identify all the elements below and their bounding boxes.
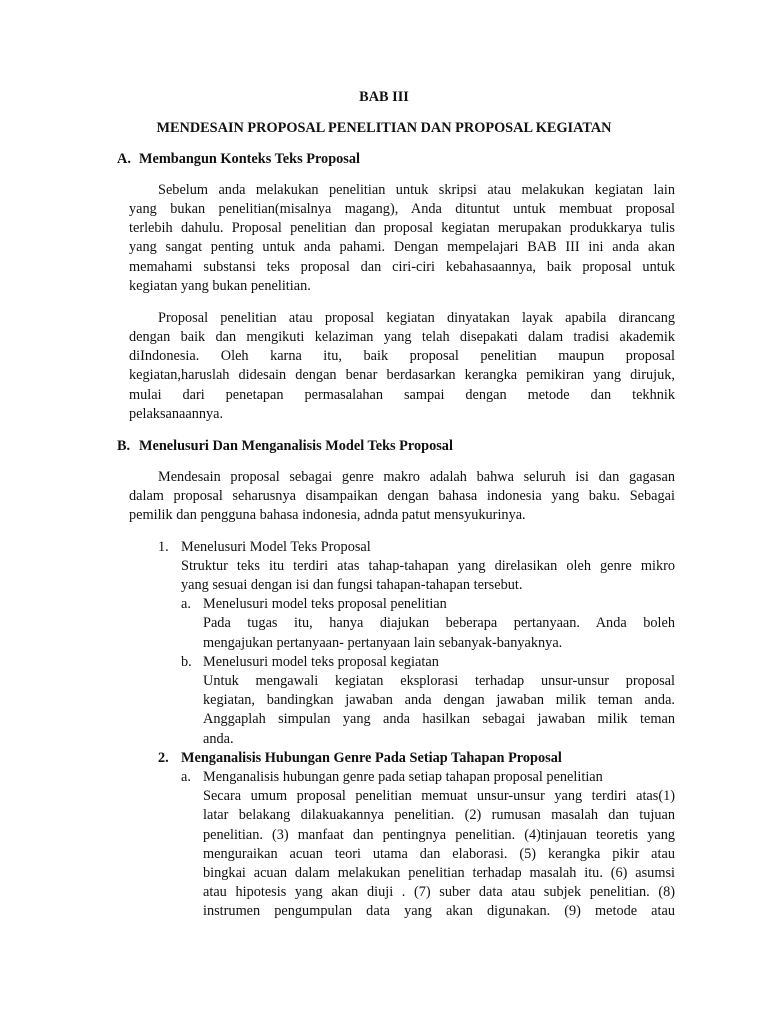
section-b-p1-line: pemilik dan pengguna bahasa indonesia, adnda patut mensyukurinya. bbox=[129, 507, 526, 523]
item-1-body-line: Struktur teks itu terdiri atas tahap-tahapan yang direlasikan oleh genre mikro bbox=[181, 558, 675, 574]
item-2a-title: Menganalisis hubungan genre pada setiap tahapan proposal penelitian bbox=[203, 769, 603, 785]
item-2-title: Menganalisis Hubungan Genre Pada Setiap Tahapan Proposal bbox=[181, 750, 562, 766]
item-1b-title: Menelusuri model teks proposal kegiatan bbox=[203, 654, 439, 670]
item-2a-body-line: latar belakang dilakuakannya penelitian. (2) rumusan masalah dan tujuan bbox=[203, 807, 675, 823]
item-1b-body-line: anda. bbox=[203, 731, 234, 747]
item-2a-body-line: instrumen pengumpulan data yang akan digunakan. (9) metode atau bbox=[203, 903, 675, 919]
chapter-label: BAB III bbox=[359, 89, 409, 105]
section-a-p1-line: Sebelum anda melakukan penelitian untuk skripsi atau melakukan kegiatan lain bbox=[158, 182, 675, 198]
section-a-p1-line: memahami substansi teks proposal dan ciri-ciri kebahasaannya, baik proposal untuk bbox=[129, 259, 675, 275]
item-2a-body-line: atau hipotesis yang akan diuji . (7) suber data atau subjek penelitian. (8) bbox=[203, 884, 675, 900]
section-b-p1-line: Mendesain proposal sebagai genre makro adalah bahwa seluruh isi dan gagasan bbox=[158, 469, 675, 485]
section-a-p1-line: terlebih dahulu. Proposal penelitian dan proposal kegiatan merupakan produkkarya tulis bbox=[129, 220, 675, 236]
section-a-p2-line: kegiatan,haruslah didesain dengan benar berdasarkan kerangka pemikiran yang dirujuk, bbox=[129, 367, 675, 383]
item-1-title: Menelusuri Model Teks Proposal bbox=[181, 539, 371, 555]
item-2a-body-line: menguraikan acuan teori utama dan elaborasi. (5) kerangka pikir atau bbox=[203, 846, 675, 862]
section-b-heading: Menelusuri Dan Menganalisis Model Teks Proposal bbox=[139, 438, 453, 454]
section-a-marker: A. bbox=[117, 151, 131, 167]
item-1a-body-line: mengajukan pertanyaan- pertanyaan lain sebanyak-banyaknya. bbox=[203, 635, 563, 651]
section-a-p2-line: diIndonesia. Oleh karna itu, baik proposal penelitian maupun proposal bbox=[129, 348, 675, 364]
item-1b-body-line: Untuk mengawali kegiatan eksplorasi terhadap unsur-unsur proposal bbox=[203, 673, 675, 689]
section-a-p2-line: Proposal penelitian atau proposal kegiatan dinyatakan layak apabila dirancang bbox=[158, 310, 675, 326]
item-1a-body-line: Pada tugas itu, hanya diajukan beberapa pertanyaan. Anda boleh bbox=[203, 615, 675, 631]
section-a-p2-line: dengan baik dan mengikuti kelaziman yang telah disepakati dalam tradisi akademik bbox=[129, 329, 675, 345]
section-a-p2-line: mulai dari penetapan permasalahan sampai dengan metode dan tekhnik bbox=[129, 387, 675, 403]
item-1b-marker: b. bbox=[181, 654, 192, 670]
section-a-p1-line: yang bukan penelitian(misalnya magang), Anda dituntut untuk membuat proposal bbox=[129, 201, 675, 217]
item-2a-body-line: Secara umum proposal penelitian memuat unsur-unsur yang terdiri atas(1) bbox=[203, 788, 675, 804]
section-b-marker: B. bbox=[117, 438, 131, 454]
item-1b-body-line: kegiatan, bandingkan jawaban anda dengan jawaban milik teman anda. bbox=[203, 692, 675, 708]
item-2-marker: 2. bbox=[158, 750, 169, 766]
item-1-body-line: yang sesuai dengan isi dan fungsi tahapan-tahapan tersebut. bbox=[181, 577, 523, 593]
section-a-p1-line: yang sangat penting untuk anda pahami. Dengan mempelajari BAB III ini anda akan bbox=[129, 239, 675, 255]
item-2a-body-line: penelitian. (3) manfaat dan pentingnya penelitian. (4)tinjauan teoretis yang bbox=[203, 827, 675, 843]
section-a-p2-line: pelaksanaannya. bbox=[129, 406, 224, 422]
section-a-p1-line: kegiatan yang bukan penelitian. bbox=[129, 278, 311, 294]
item-2a-body-line: bingkai acuan dalam melakukan penelitian terhadap masalah itu. (6) asumsi bbox=[203, 865, 675, 881]
item-1b-body-line: Anggaplah simpulan yang anda hasilkan sebagai jawaban milik teman bbox=[203, 711, 675, 727]
section-a-heading: Membangun Konteks Teks Proposal bbox=[139, 151, 360, 167]
section-b-p1-line: dalam proposal seharusnya disampaikan dengan bahasa indonesia yang baku. Sebagai bbox=[129, 488, 675, 504]
item-1a-title: Menelusuri model teks proposal penelitian bbox=[203, 596, 447, 612]
document-title: MENDESAIN PROPOSAL PENELITIAN DAN PROPOSAL KEGIATAN bbox=[156, 120, 612, 136]
item-2a-marker: a. bbox=[181, 769, 191, 785]
item-1a-marker: a. bbox=[181, 596, 191, 612]
item-1-marker: 1. bbox=[158, 539, 169, 555]
